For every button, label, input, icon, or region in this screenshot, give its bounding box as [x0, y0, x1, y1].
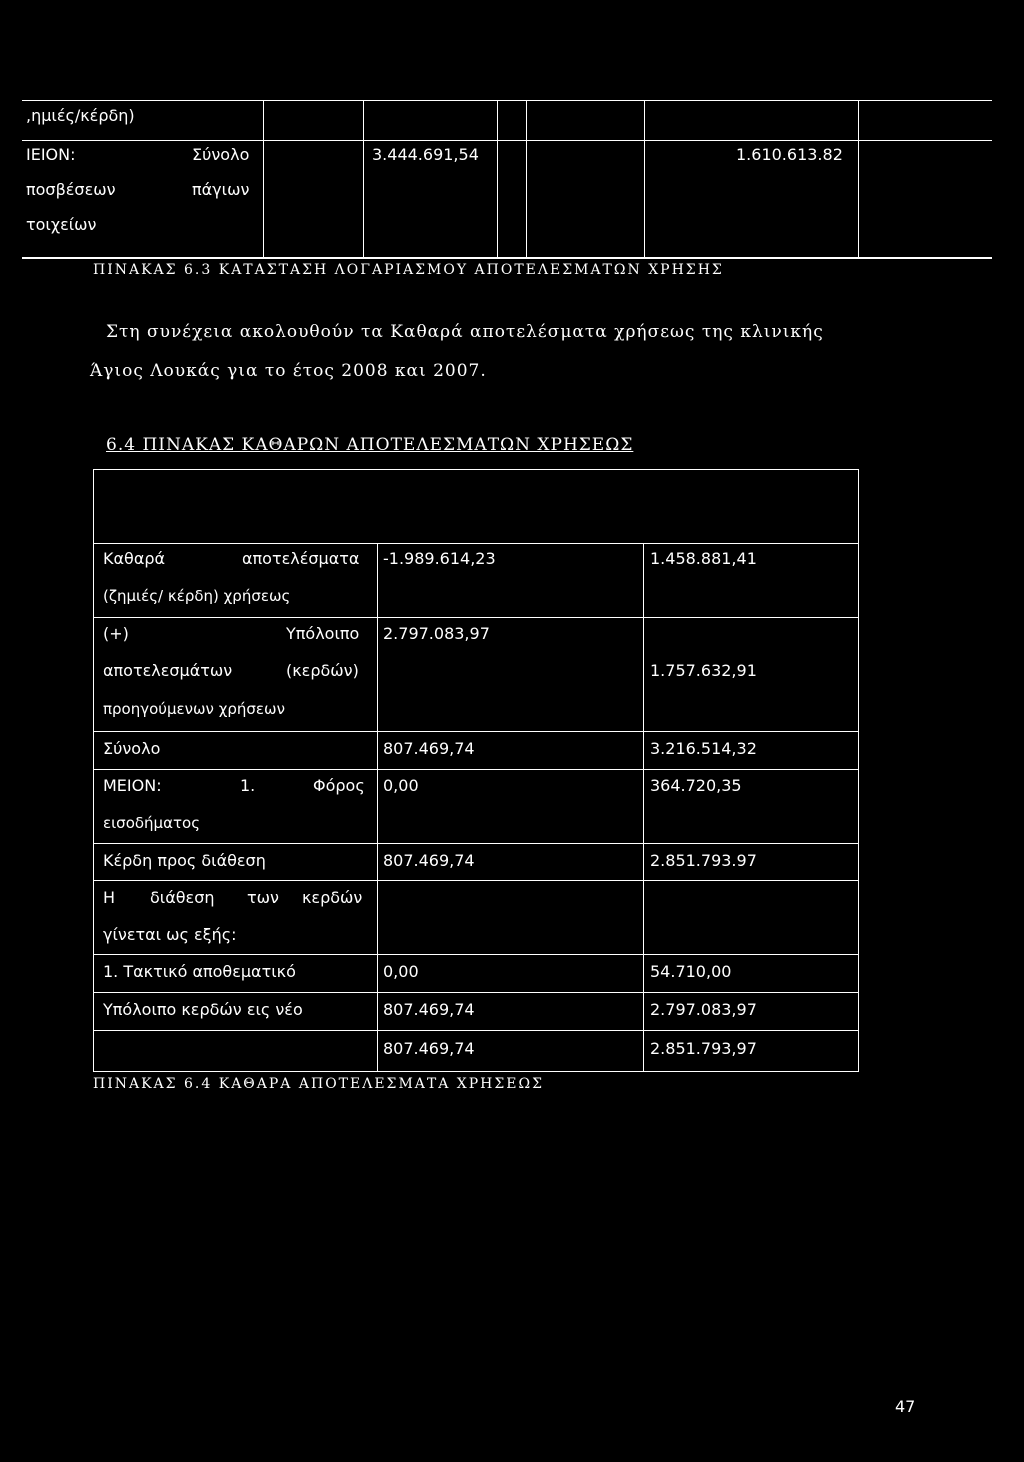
row-balance-label-d: (κερδών)	[286, 661, 359, 680]
table-caption-6-3: ΠΙΝΑΚΑΣ 6.3 ΚΑΤΑΣΤΑΣΗ ΛΟΓΑΡΙΑΣΜΟΥ ΑΠΟΤΕΛΕΣΜΑΤΩΝ ΧΡΗΣΗΣ	[93, 262, 724, 278]
row-net-results-label-b: αποτελέσματα	[242, 549, 360, 568]
row-distributable-2008: 807.469,74	[383, 851, 475, 870]
top-row2-sub: Σύνολο	[192, 145, 250, 164]
row-distribution-label-e: γίνεται ως εξής:	[103, 925, 237, 944]
top-row1-label: ,ημιές/κέρδη)	[26, 106, 135, 125]
paragraph-line-1: Στη συνέχεια ακολουθούν τα Καθαρά αποτελέσματα χρήσεως της κλινικής	[106, 322, 824, 342]
row-reserve-2007: 54.710,00	[650, 962, 732, 981]
row-total-label: Σύνολο	[103, 739, 161, 758]
row-balance-2008: 2.797.083,97	[383, 624, 490, 643]
row-balance-label-e: προηγούμενων χρήσεων	[103, 700, 285, 718]
row-net-results-2007: 1.458.881,41	[650, 549, 757, 568]
row-net-results-2008: -1.989.614,23	[383, 549, 496, 568]
top-row3-sub: πάγιων	[192, 180, 250, 199]
row-balance-label-b: Υπόλοιπο	[286, 624, 360, 643]
row-distribution-label-b: διάθεση	[150, 888, 215, 907]
row-carried-forward-label: Υπόλοιπο κερδών εις νέο	[103, 1000, 303, 1019]
row-total-2008: 807.469,74	[383, 739, 475, 758]
top-row3-label: ποσβέσεων	[26, 180, 116, 199]
row-tax-label-c: Φόρος	[313, 776, 365, 795]
section-heading-6-4: 6.4 ΠΙΝΑΚΑΣ ΚΑΘΑΡΩΝ ΑΠΟΤΕΛΕΣΜΑΤΩΝ ΧΡΗΣΕΩΣ	[106, 435, 634, 455]
row-distribution-label-a: Η	[103, 888, 116, 907]
row-distributable-2007: 2.851.793.97	[650, 851, 757, 870]
top-row2-value-2: 1.610.613.82	[736, 145, 843, 164]
row-balance-label-a: (+)	[103, 624, 129, 643]
row-carried-forward-2007: 2.797.083,97	[650, 1000, 757, 1019]
paragraph-line-2: Άγιος Λουκάς για το έτος 2008 και 2007.	[90, 361, 487, 381]
top-row2-value-1: 3.444.691,54	[372, 145, 479, 164]
table-caption-6-4: ΠΙΝΑΚΑΣ 6.4 ΚΑΘΑΡΑ ΑΠΟΤΕΛΕΣΜΑΤΑ ΧΡΗΣΕΩΣ	[93, 1076, 545, 1092]
row-distribution-label-d: κερδών	[302, 888, 363, 907]
row-net-results-label-a: Καθαρά	[103, 549, 166, 568]
top-row4-label: τοιχείων	[26, 215, 97, 234]
row-tax-label-d: εισοδήματος	[103, 814, 200, 832]
row-distribution-label-c: των	[247, 888, 279, 907]
row-balance-2007: 1.757.632,91	[650, 661, 757, 680]
row-total-2007: 3.216.514,32	[650, 739, 757, 758]
row-carried-forward-2008: 807.469,74	[383, 1000, 475, 1019]
row-reserve-2008: 0,00	[383, 962, 419, 981]
row-tax-2008: 0,00	[383, 776, 419, 795]
row-final-2008: 807.469,74	[383, 1039, 475, 1058]
row-final-2007: 2.851.793,97	[650, 1039, 757, 1058]
page-number: 47	[895, 1397, 916, 1416]
row-tax-2007: 364.720,35	[650, 776, 742, 795]
row-reserve-label: 1. Τακτικό αποθεματικό	[103, 962, 296, 981]
row-balance-label-c: αποτελεσμάτων	[103, 661, 233, 680]
row-tax-label-a: ΜΕΙΟΝ:	[103, 776, 162, 795]
top-row2-label: ΙΕΙΟΝ:	[26, 145, 76, 164]
row-tax-label-b: 1.	[240, 776, 256, 795]
row-distributable-label: Κέρδη προς διάθεση	[103, 851, 266, 870]
row-net-results-label-2: (ζημιές/ κέρδη) χρήσεως	[103, 587, 291, 605]
